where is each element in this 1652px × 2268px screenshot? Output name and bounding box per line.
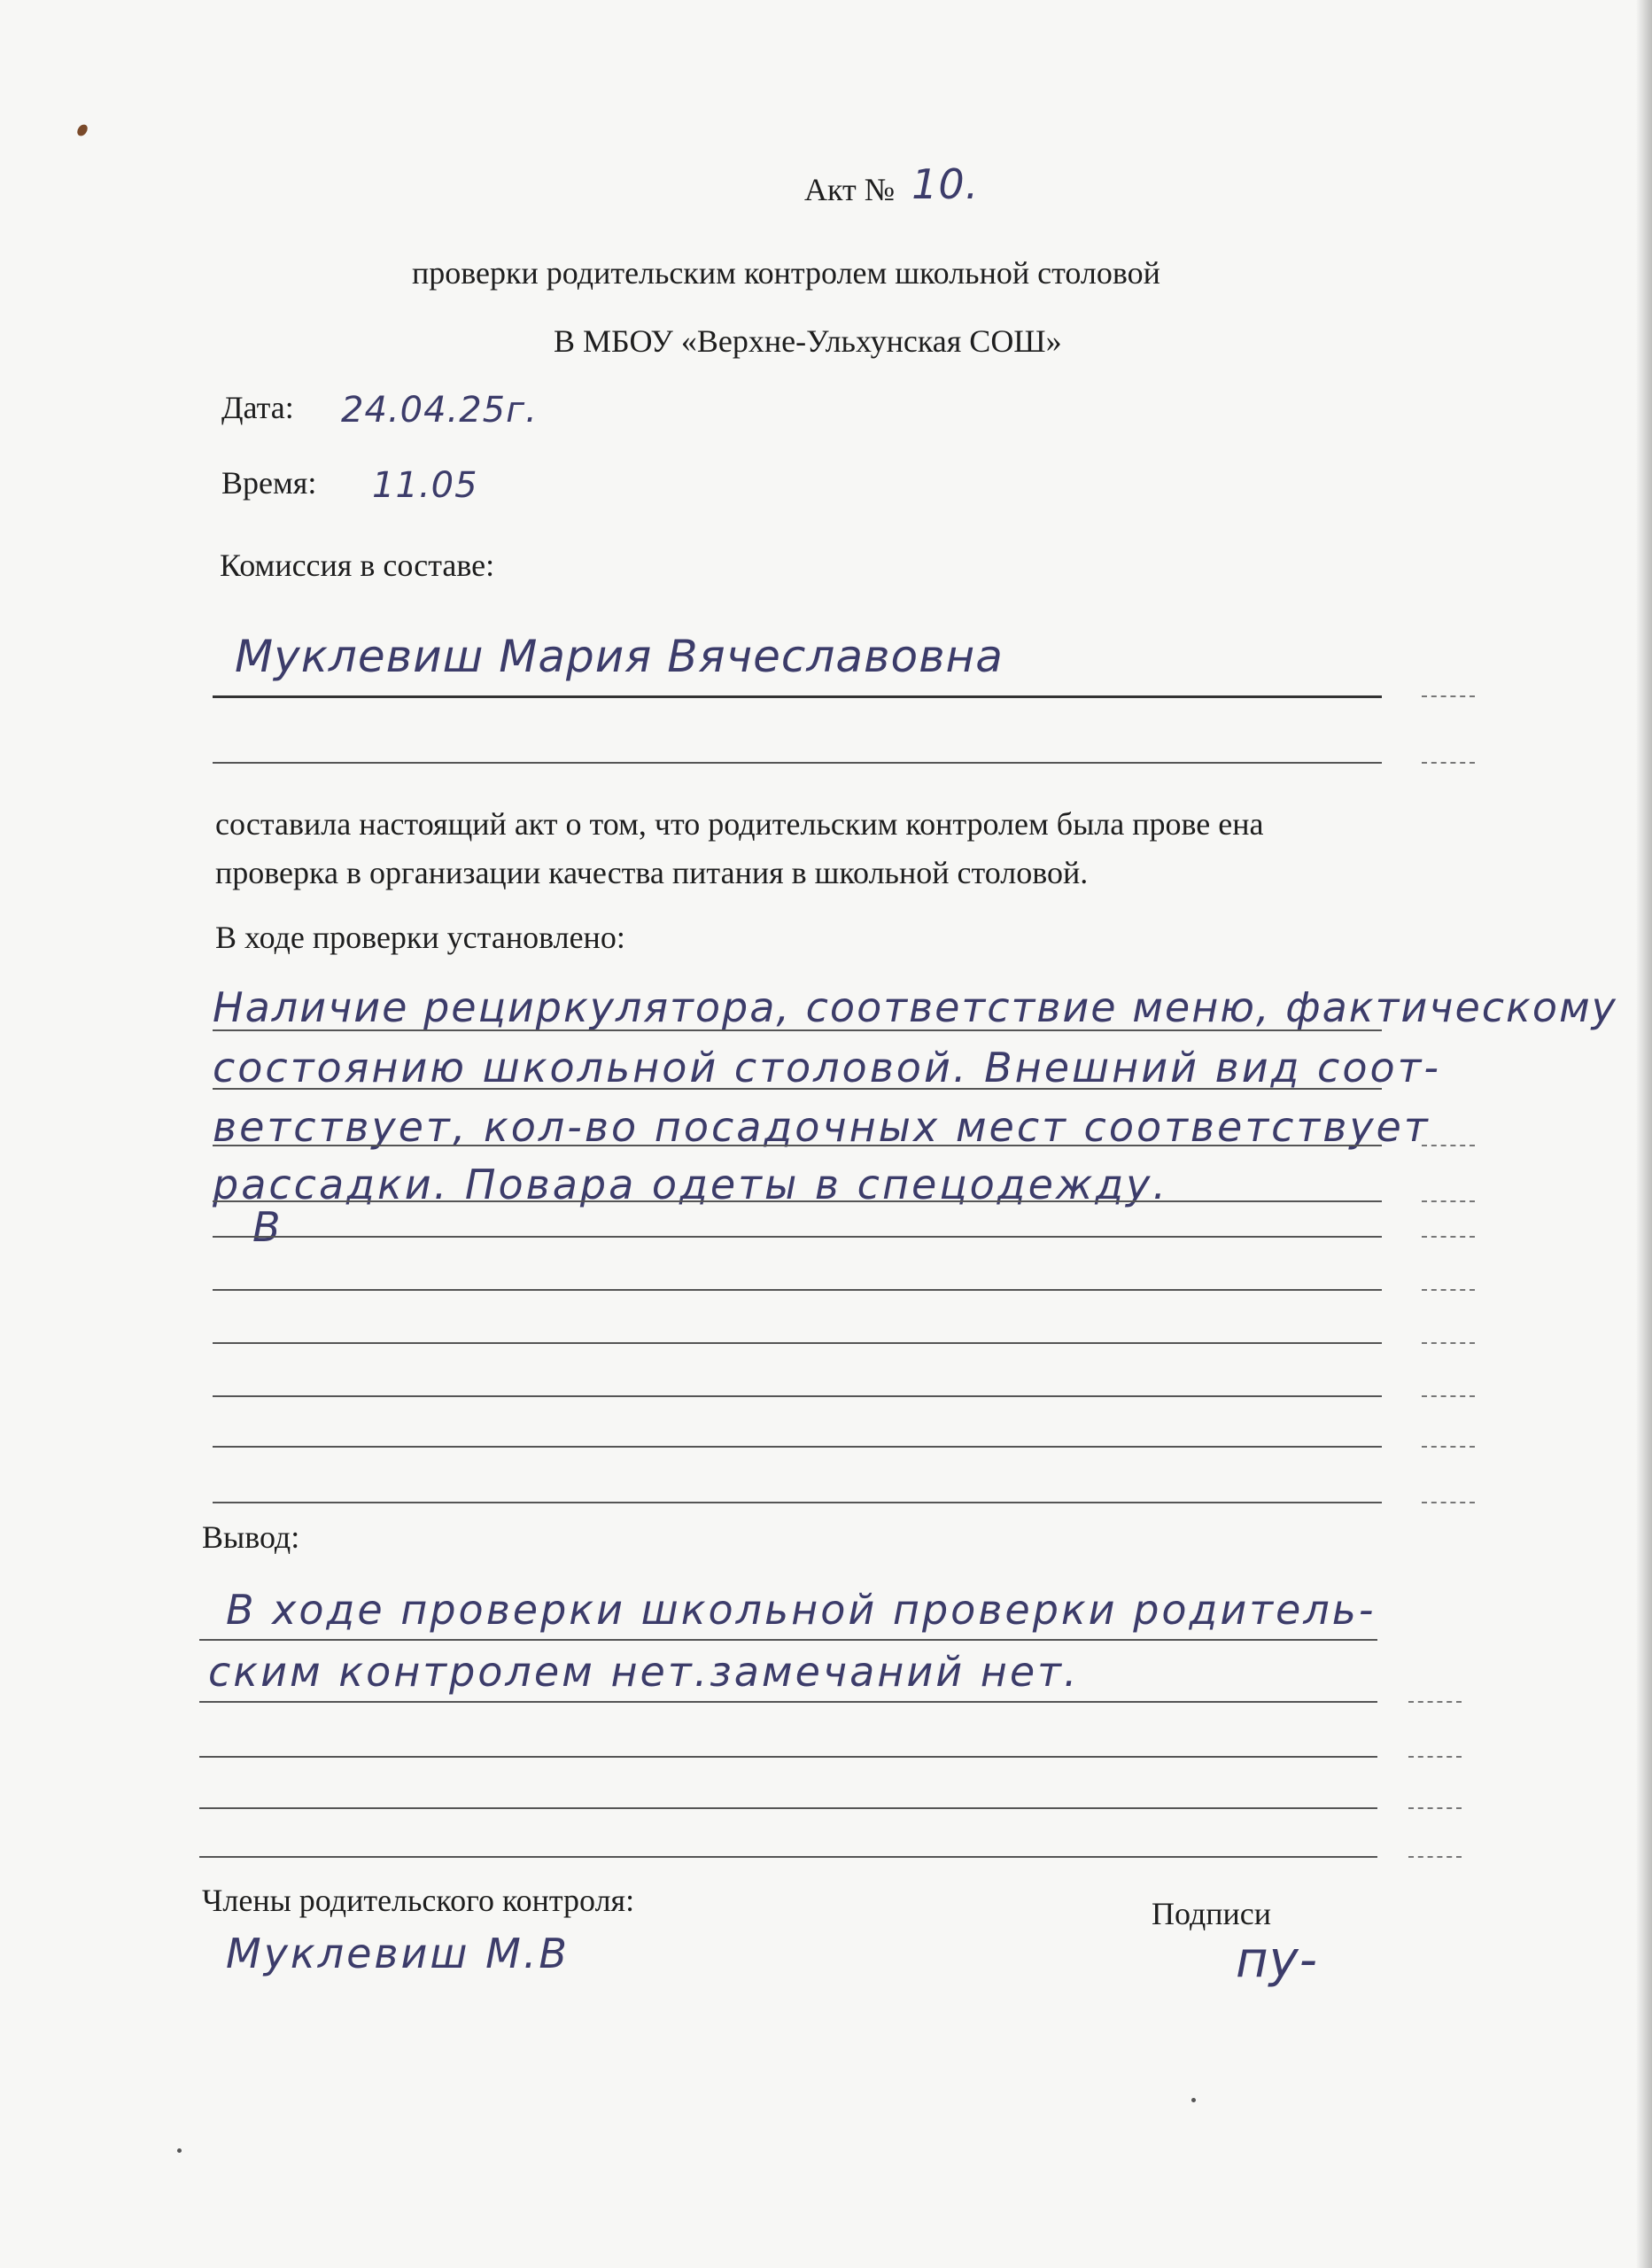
signatures-label: Подписи: [1152, 1896, 1272, 1931]
line-tail: [1422, 1236, 1475, 1238]
member-name-handwritten: Муклевиш М.В: [226, 1930, 570, 1977]
conclusion-label: Вывод:: [202, 1519, 300, 1555]
line-tail: [1422, 1200, 1475, 1202]
act-number-value: 10.: [911, 160, 980, 208]
line-tail: [1422, 695, 1475, 697]
scan-edge-shadow: [1636, 0, 1652, 2268]
line-tail: [1422, 762, 1475, 764]
scan-speck: [1191, 2098, 1196, 2102]
conclusion-line: [199, 1701, 1377, 1703]
findings-line: [213, 1446, 1382, 1448]
date-label: Дата:: [221, 390, 294, 425]
line-tail: [1408, 1856, 1462, 1858]
line-tail: [1422, 1395, 1475, 1397]
conclusion-line: [199, 1756, 1377, 1758]
line-tail: [1422, 1502, 1475, 1503]
findings-label: В ходе проверки установлено:: [215, 920, 625, 955]
scan-speck: [177, 2148, 182, 2153]
findings-line-4: рассадки. Повара одеты в спецодежду.: [213, 1161, 1168, 1208]
findings-line: [213, 1289, 1382, 1291]
act-number-heading: [804, 160, 980, 208]
statement-line-2: проверка в организации качества питания в школьной столовой.: [215, 855, 1089, 890]
findings-line-5: В: [252, 1203, 282, 1251]
line-tail: [1408, 1701, 1462, 1703]
time-label: Время:: [221, 465, 317, 501]
findings-line: [213, 1145, 1382, 1146]
members-label: Члены родительского контроля:: [202, 1883, 635, 1918]
conclusion-line-1: В ходе проверки школьной проверки родитель-: [226, 1586, 1377, 1634]
conclusion-line: [199, 1639, 1377, 1641]
findings-line: [213, 1236, 1382, 1238]
line-tail: [1422, 1446, 1475, 1448]
line-tail: [1422, 1289, 1475, 1291]
findings-line: [213, 1502, 1382, 1503]
findings-line-3: ветствует, кол-во посадочных мест соответствует: [213, 1103, 1431, 1151]
line-tail: [1408, 1756, 1462, 1758]
school-name: В МБОУ «Верхне-Ульхунская СОШ»: [554, 323, 1062, 359]
act-label: Акт №: [804, 172, 896, 207]
conclusion-line: [199, 1856, 1377, 1858]
date-value: 24.04.25г.: [341, 390, 538, 431]
conclusion-line-2: ским контролем нет.замечаний нет.: [208, 1648, 1080, 1696]
scan-speck: [75, 122, 89, 137]
findings-line: [213, 1088, 1382, 1090]
statement-line-1: составила настоящий акт о том, что родительским контролем была прове ена: [215, 806, 1264, 842]
findings-line: [213, 1395, 1382, 1397]
commission-line: [213, 695, 1382, 698]
findings-line-1: Наличие рециркулятора, соответствие меню, фактическому: [213, 983, 1617, 1031]
line-tail: [1422, 1145, 1475, 1146]
commission-line: [213, 762, 1382, 764]
time-value: 11.05: [372, 465, 478, 506]
findings-line: [213, 1029, 1382, 1031]
line-tail: [1422, 1342, 1475, 1344]
conclusion-line: [199, 1807, 1377, 1809]
document-title: проверки родительским контролем школьной столовой: [412, 255, 1160, 291]
commission-member-name: Муклевиш Мария Вячеславовна: [235, 631, 1004, 682]
member-signature: пу-: [1236, 1931, 1318, 1989]
findings-line: [213, 1342, 1382, 1344]
line-tail: [1408, 1807, 1462, 1809]
findings-line-2: состоянию школьной столовой. Внешний вид соот-: [213, 1044, 1442, 1091]
findings-line: [213, 1200, 1382, 1202]
commission-label: Комиссия в составе:: [220, 548, 495, 583]
